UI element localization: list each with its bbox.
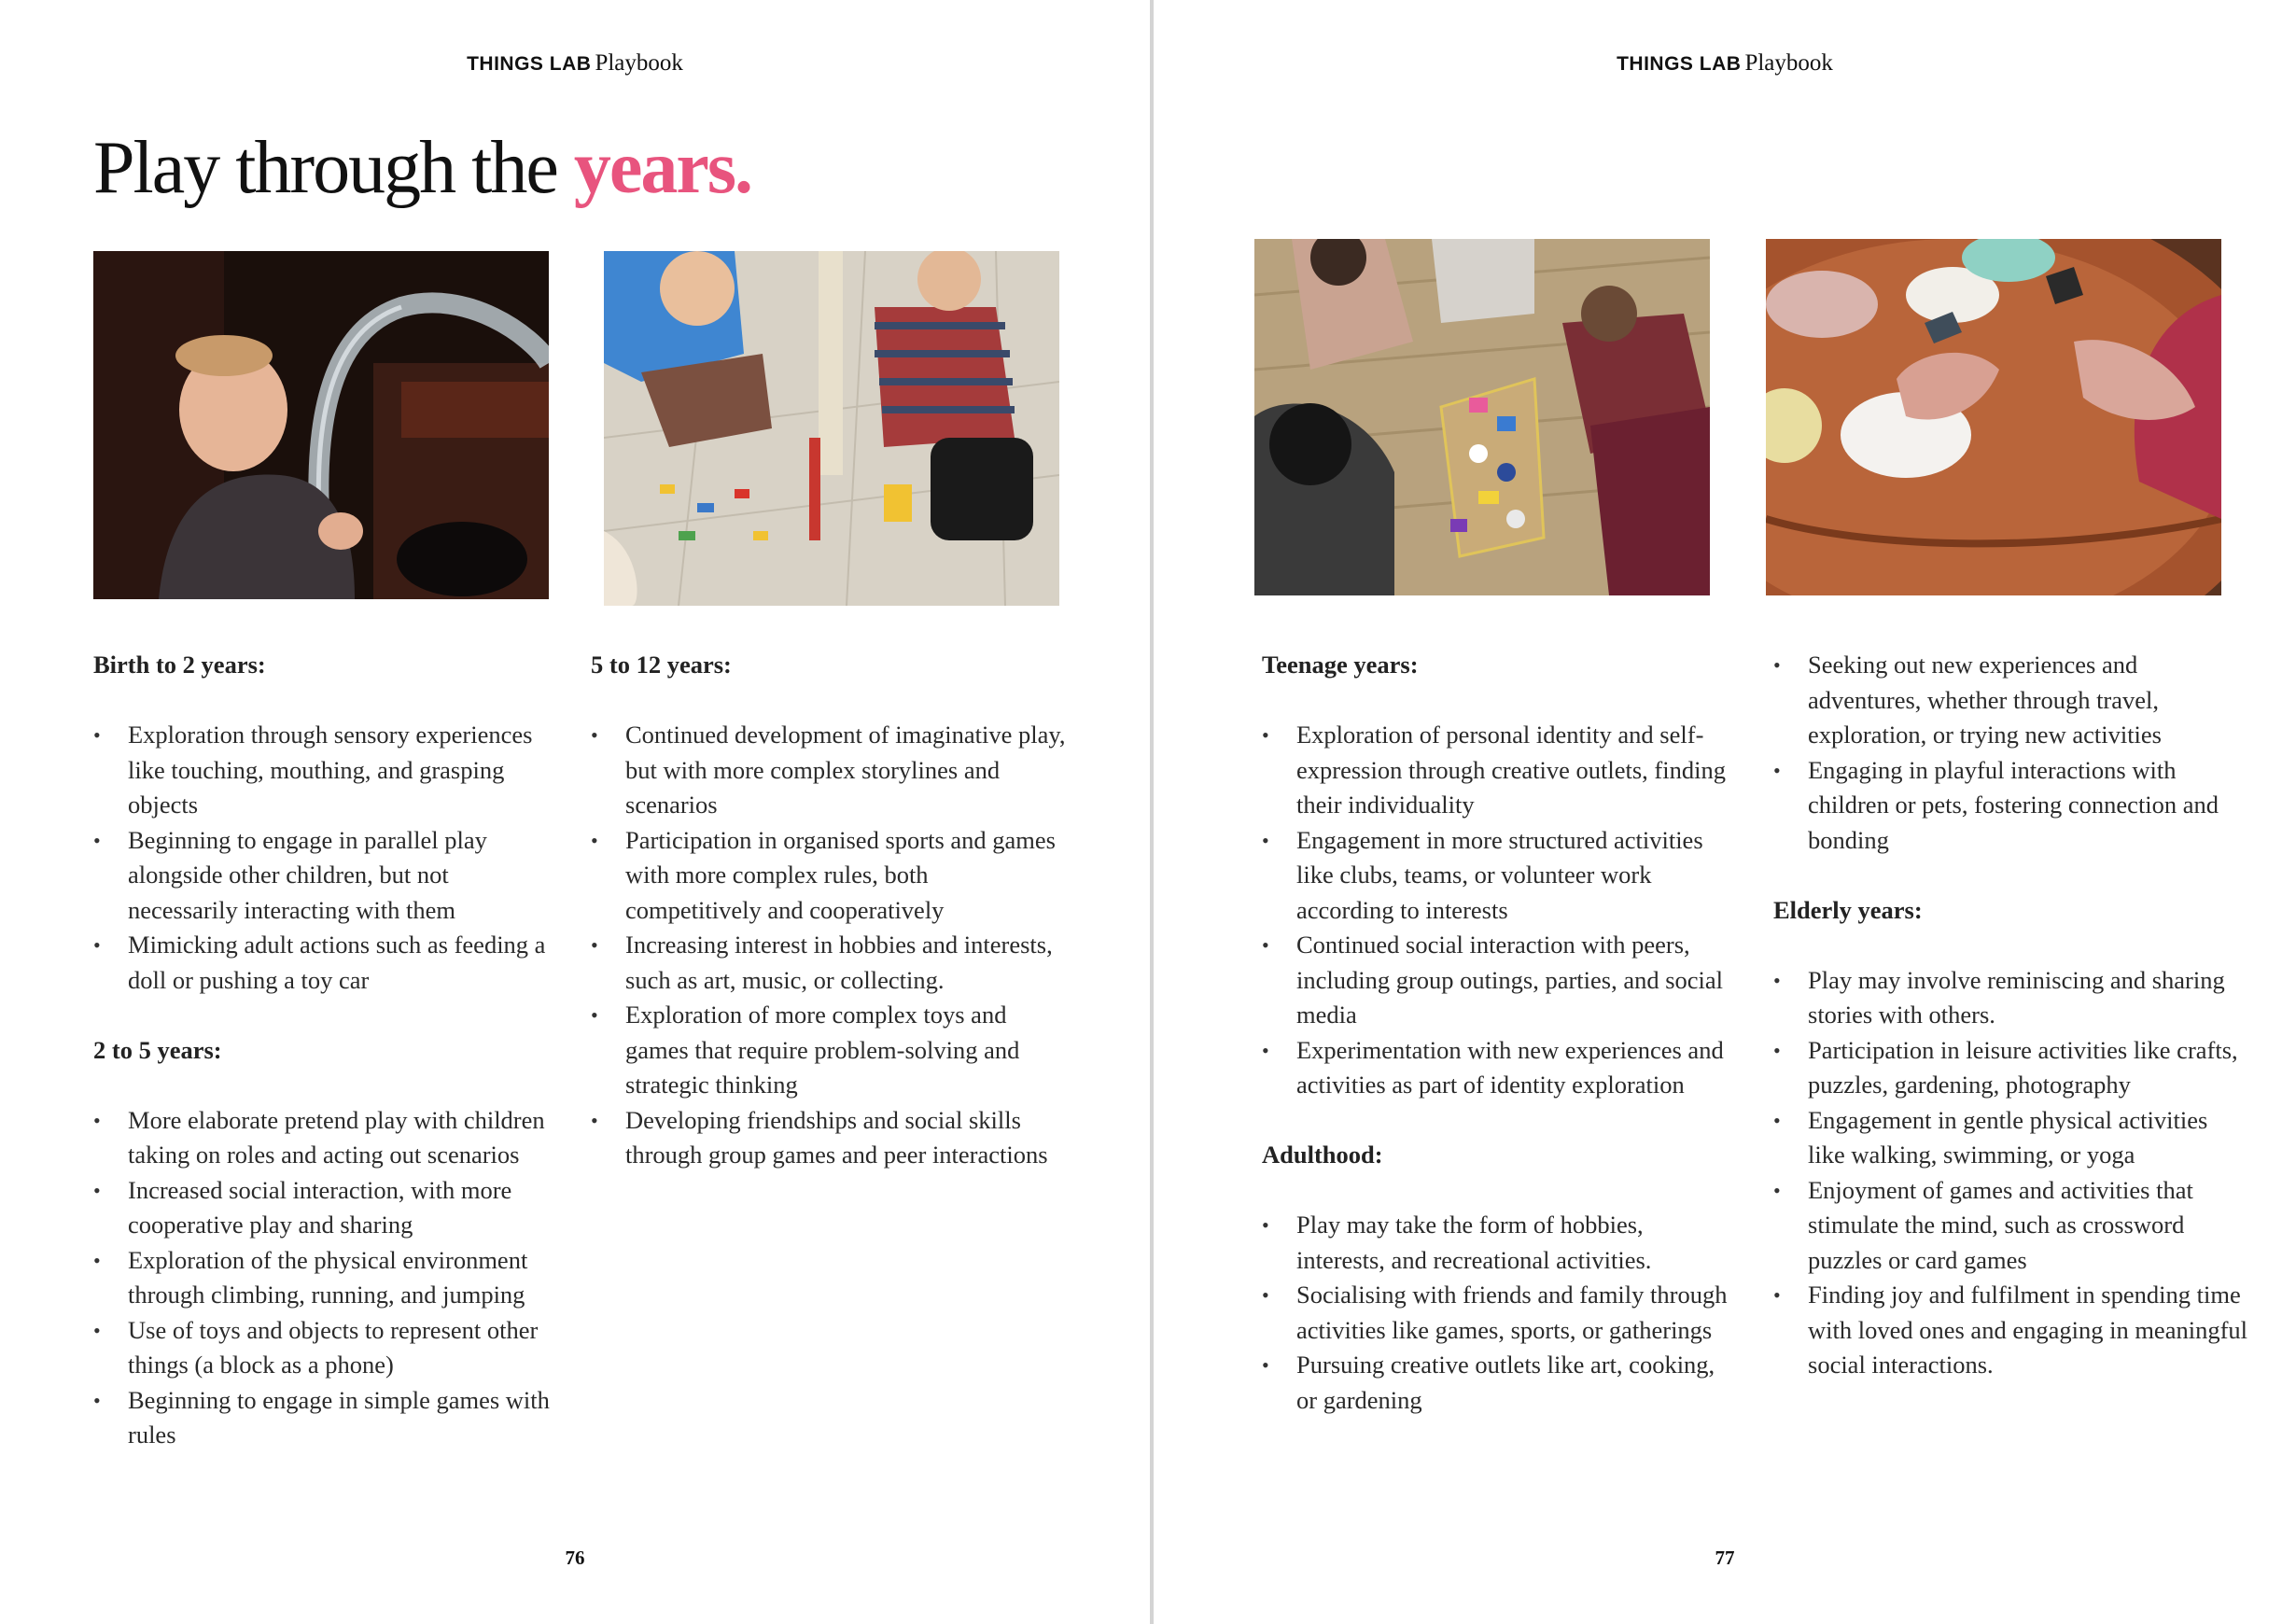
list-item: • Beginning to engage in simple games with rules — [93, 1383, 560, 1453]
list-item: • Participation in organised sports and games with more complex rules, both competitively and cooperatively — [591, 823, 1067, 929]
running-header — [0, 50, 1150, 77]
list-item: • Exploration through sensory experiences like touching, mouthing, and grasping objects — [93, 718, 560, 823]
list-item: • Continued social interaction with peers, including group outings, parties, and social media — [1262, 928, 1738, 1033]
page-77 — [1154, 0, 2296, 1624]
list-item: • Experimentation with new experiences and activities as part of identity exploration — [1262, 1033, 1738, 1103]
title-main: Play through the — [93, 127, 574, 209]
title-accent: years. — [573, 127, 751, 209]
column-left-1 — [93, 648, 560, 1488]
list-item: • Exploration of more complex toys and games that require problem-solving and strategic thinking — [591, 998, 1067, 1103]
section-heading-5-to-12: 5 to 12 years: — [591, 651, 732, 679]
list-item: • Play may take the form of hobbies, interests, and recreational activities. — [1262, 1208, 1738, 1278]
list-elderly — [1773, 963, 2249, 1383]
list-item: • Continued development of imaginative play, but with more complex storylines and scenarios — [591, 718, 1067, 823]
column-right-1 — [1262, 648, 1738, 1453]
section-heading-2-to-5: 2 to 5 years: — [93, 1035, 222, 1064]
list-item: • Increased social interaction, with more cooperative play and sharing — [93, 1173, 560, 1243]
list-item: • Beginning to engage in parallel play alongside other children, but not necessarily interacting with them — [93, 823, 560, 929]
list-item: • Developing friendships and social skills through group games and peer interactions — [591, 1103, 1067, 1173]
list-item: • Use of toys and objects to represent other things (a block as a phone) — [93, 1313, 560, 1383]
teenagers-floor-photo-icon — [1254, 239, 1710, 595]
column-right-2 — [1773, 648, 2249, 1418]
elderly-hands-photo-icon — [1766, 239, 2221, 595]
list-item: • Engaging in playful interactions with children or pets, fostering connection and bonding — [1773, 753, 2249, 859]
brand-name: THINGS LAB — [467, 53, 592, 75]
list-item: • Engagement in more structured activities like clubs, teams, or volunteer work according to interests — [1262, 823, 1738, 929]
list-item: • Exploration of personal identity and self-expression through creative outlets, finding their individuality — [1262, 718, 1738, 823]
page-number: 77 — [1715, 1547, 1735, 1569]
list-5-to-12 — [591, 718, 1067, 1173]
section-heading-elderly: Elderly years: — [1773, 895, 1923, 924]
list-item: • Socialising with friends and family through activities like games, sports, or gatherings — [1262, 1278, 1738, 1348]
page-title — [93, 127, 751, 209]
list-teenage — [1262, 718, 1738, 1103]
list-item: • Enjoyment of games and activities that stimulate the mind, such as crossword puzzles or card games — [1773, 1173, 2249, 1279]
list-item: • Increasing interest in hobbies and interests, such as art, music, or collecting. — [591, 928, 1067, 998]
running-header — [1154, 50, 2296, 77]
list-adulthood — [1262, 1208, 1738, 1418]
list-item: • More elaborate pretend play with children taking on roles and acting out scenarios — [93, 1103, 560, 1173]
brand-subtitle: Playbook — [595, 50, 683, 76]
list-item: • Engagement in gentle physical activities like walking, swimming, or yoga — [1773, 1103, 2249, 1173]
list-item: • Mimicking adult actions such as feeding a doll or pushing a toy car — [93, 928, 560, 998]
list-item: • Participation in leisure activities like crafts, puzzles, gardening, photography — [1773, 1033, 2249, 1103]
toddler-photo-icon — [93, 251, 549, 599]
list-birth-to-2 — [93, 718, 560, 998]
column-left-2 — [591, 648, 1067, 1208]
section-heading-teenage: Teenage years: — [1262, 651, 1419, 679]
brand-name: THINGS LAB — [1617, 53, 1742, 75]
children-blocks-photo-icon — [604, 251, 1059, 606]
list-item: • Play may involve reminiscing and sharing stories with others. — [1773, 963, 2249, 1033]
list-item: • Exploration of the physical environment through climbing, running, and jumping — [93, 1243, 560, 1313]
list-item: • Pursuing creative outlets like art, cooking, or gardening — [1262, 1348, 1738, 1418]
list-2-to-5 — [93, 1103, 560, 1453]
brand-subtitle: Playbook — [1744, 50, 1833, 76]
section-heading-adulthood: Adulthood: — [1262, 1141, 1383, 1169]
list-adulthood-continued — [1773, 648, 2249, 858]
list-item: • Finding joy and fulfilment in spending time with loved ones and engaging in meaningful social interactions. — [1773, 1278, 2249, 1383]
page-number: 76 — [565, 1547, 585, 1569]
section-heading-birth-to-2: Birth to 2 years: — [93, 651, 266, 679]
list-item: • Seeking out new experiences and adventures, whether through travel, exploration, or trying new activities — [1773, 648, 2249, 753]
